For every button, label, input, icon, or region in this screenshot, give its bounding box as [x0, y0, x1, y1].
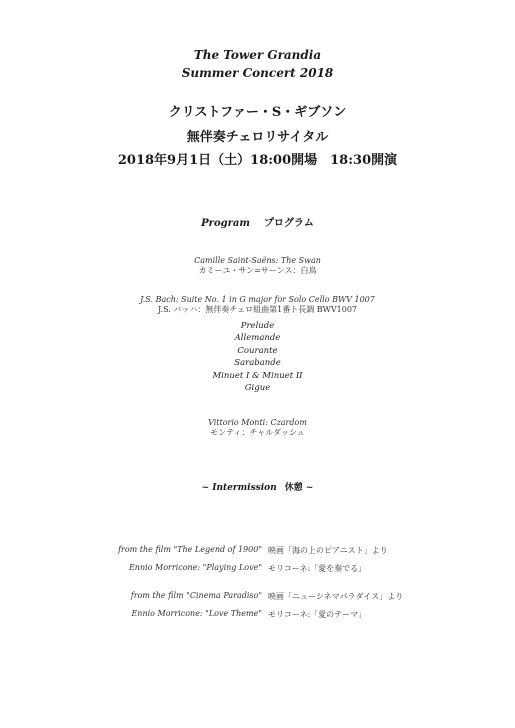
- movement-item: Minuet I & Minuet II: [212, 370, 303, 381]
- program-item-en: J.S. Bach: Suite No. 1 in G major for Solo Cello BWV 1007: [140, 295, 375, 304]
- intermission-heading: [0, 480, 515, 493]
- film-row-right: モリコーネ:「愛を奏でる」: [268, 564, 367, 573]
- program-heading-ja: プログラム: [263, 218, 314, 229]
- program-item-ja: J.S. バッハ：無伴奏チェロ組曲第1番ト長調 BWV1007: [157, 305, 358, 314]
- film-row-left: Ennio Morricone: "Playing Love": [128, 563, 262, 572]
- movement-list: [0, 320, 515, 394]
- tilde-left: ~: [201, 483, 210, 493]
- movement-item: Courante: [237, 345, 278, 356]
- program-item-ja: モンティ：チャルダッシュ: [210, 428, 305, 437]
- movement-item: Gigue: [244, 383, 271, 394]
- film-row-left: from the film "The Legend of 1900": [118, 545, 262, 554]
- intermission-ja: 休憩: [284, 483, 303, 493]
- film-row-left: from the film "Cinema Paradiso": [130, 591, 262, 600]
- movement-item: Allemande: [234, 333, 281, 344]
- program-heading-en: Program: [201, 218, 250, 229]
- program-item-en: Camille Saint-Saëns: The Swan: [194, 256, 321, 265]
- program-item-en: Vittorio Monti: Czardom: [208, 418, 307, 427]
- date-time: 2018年9月1日（土）18:00開場 18:30開演: [117, 153, 398, 168]
- film-row-right: 映画「ニューシネマパラダイス」より: [268, 592, 404, 601]
- recital-title: 無伴奏チェロリサイタル: [186, 130, 329, 145]
- program-heading: [0, 214, 515, 229]
- program-item-ja: カミーユ・サン=サーンス：白鳥: [198, 266, 317, 275]
- film-row-left: Ennio Morricone: "Love Theme": [131, 609, 262, 618]
- movement-item: Sarabande: [234, 358, 281, 369]
- intermission-en: Intermission: [212, 483, 277, 493]
- film-row-right: モリコーネ:「愛のテーマ」: [268, 610, 367, 619]
- movement-item: Prelude: [240, 321, 275, 331]
- concert-title: Summer Concert 2018: [181, 66, 334, 80]
- performer-name: クリストファー・S・ギブソン: [168, 105, 347, 120]
- venue-title: The Tower Grandia: [193, 48, 322, 62]
- tilde-right: ~: [305, 483, 314, 493]
- film-row-right: 映画「海の上のピアニスト」より: [268, 546, 388, 555]
